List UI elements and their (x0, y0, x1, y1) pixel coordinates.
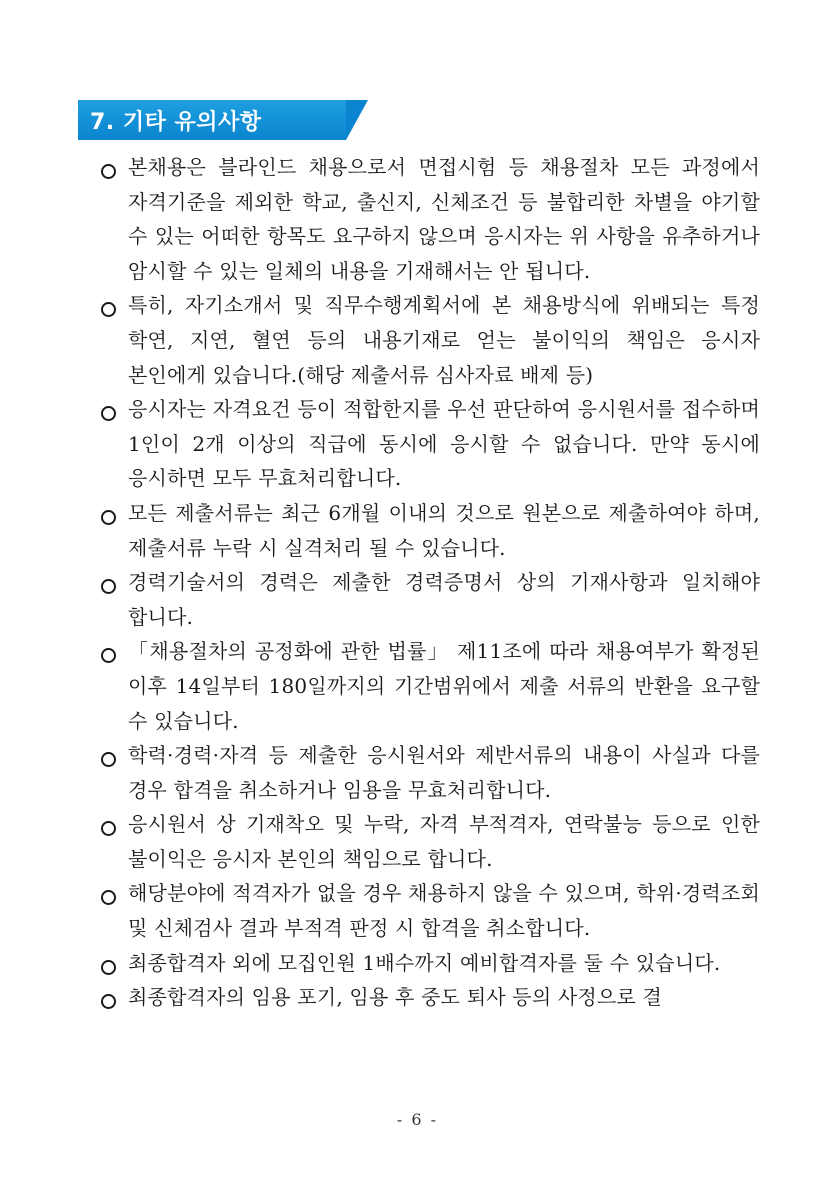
notice-text: 경력기술서의 경력은 제출한 경력증명서 상의 기재사항과 일치해야 합니다. (128, 570, 760, 629)
notice-item (95, 288, 760, 392)
circle-bullet-icon (101, 510, 116, 525)
notice-item (95, 634, 760, 738)
notice-text: 모든 제출서류는 최근 6개월 이내의 것으로 원본으로 제출하여야 하며, 제출서류 누락 시 실격처리 될 수 있습니다. (128, 500, 760, 560)
notice-item (95, 738, 760, 807)
notice-list (95, 150, 760, 1015)
circle-bullet-icon (101, 890, 116, 905)
circle-bullet-icon (101, 164, 116, 179)
section-title: 7. 기타 유의사항 (90, 109, 262, 135)
circle-bullet-icon (101, 752, 116, 767)
notice-item (95, 980, 760, 1015)
notice-text: 「채용절차의 공정화에 관한 법률」 제11조에 따라 채용여부가 확정된 이후 14일부터 180일까지의 기간범위에서 제출 서류의 반환을 요구할 수 있습니다. (128, 639, 760, 733)
notice-item (95, 150, 760, 288)
notice-item (95, 807, 760, 876)
notice-item (95, 496, 760, 565)
circle-bullet-icon (101, 406, 116, 421)
notice-text: 최종합격자의 임용 포기, 임용 후 중도 퇴사 등의 사정으로 결 (128, 985, 663, 1010)
notice-text: 응시원서 상 기재착오 및 누락, 자격 부적격자, 연락불능 등으로 인한 불이익은 응시자 본인의 책임으로 합니다. (128, 812, 760, 871)
notice-item (95, 565, 760, 634)
circle-bullet-icon (101, 960, 116, 975)
notice-item (95, 876, 760, 945)
circle-bullet-icon (101, 994, 116, 1009)
notice-text: 최종합격자 외에 모집인원 1배수까지 예비합격자를 둘 수 있습니다. (128, 950, 721, 975)
circle-bullet-icon (101, 648, 116, 663)
notice-text: 본채용은 블라인드 채용으로서 면접시험 등 채용절차 모든 과정에서 자격기준을 제외한 학교, 출신지, 신체조건 등 불합리한 차별을 야기할 수 있는 어떠한 항목도 요구하지 않으며 응시자는 위 사항을 유추하거나 암시할 수 있는 일체의 내용을 기재해서는 안 됩니다. (128, 155, 760, 283)
section-header-bar (78, 100, 346, 140)
notice-text: 해당분야에 적격자가 없을 경우 채용하지 않을 수 있으며, 학위·경력조회 및 신체검사 결과 부적격 판정 시 합격을 취소합니다. (128, 881, 760, 941)
circle-bullet-icon (101, 302, 116, 317)
notice-text: 특히, 자기소개서 및 직무수행계획서에 본 채용방식에 위배되는 특정 학연, 지연, 혈연 등의 내용기재로 얻는 불이익의 책임은 응시자 본인에게 있습니다.(해당 제출서류 심사자료 배제 등) (128, 293, 760, 387)
notice-text: 응시자는 자격요건 등이 적합한지를 우선 판단하여 응시원서를 접수하며 1인이 2개 이상의 직급에 동시에 응시할 수 없습니다. 만약 동시에 응시하면 모두 무효처리합니다. (128, 397, 760, 491)
notice-item (95, 392, 760, 496)
section-header-tail (346, 100, 368, 140)
circle-bullet-icon (101, 579, 116, 594)
section-header (78, 100, 368, 140)
page-number: - 6 - (396, 1110, 439, 1129)
notice-item (95, 946, 760, 981)
circle-bullet-icon (101, 821, 116, 836)
notice-text: 학력·경력·자격 등 제출한 응시원서와 제반서류의 내용이 사실과 다를 경우 합격을 취소하거나 임용을 무효처리합니다. (128, 743, 760, 802)
